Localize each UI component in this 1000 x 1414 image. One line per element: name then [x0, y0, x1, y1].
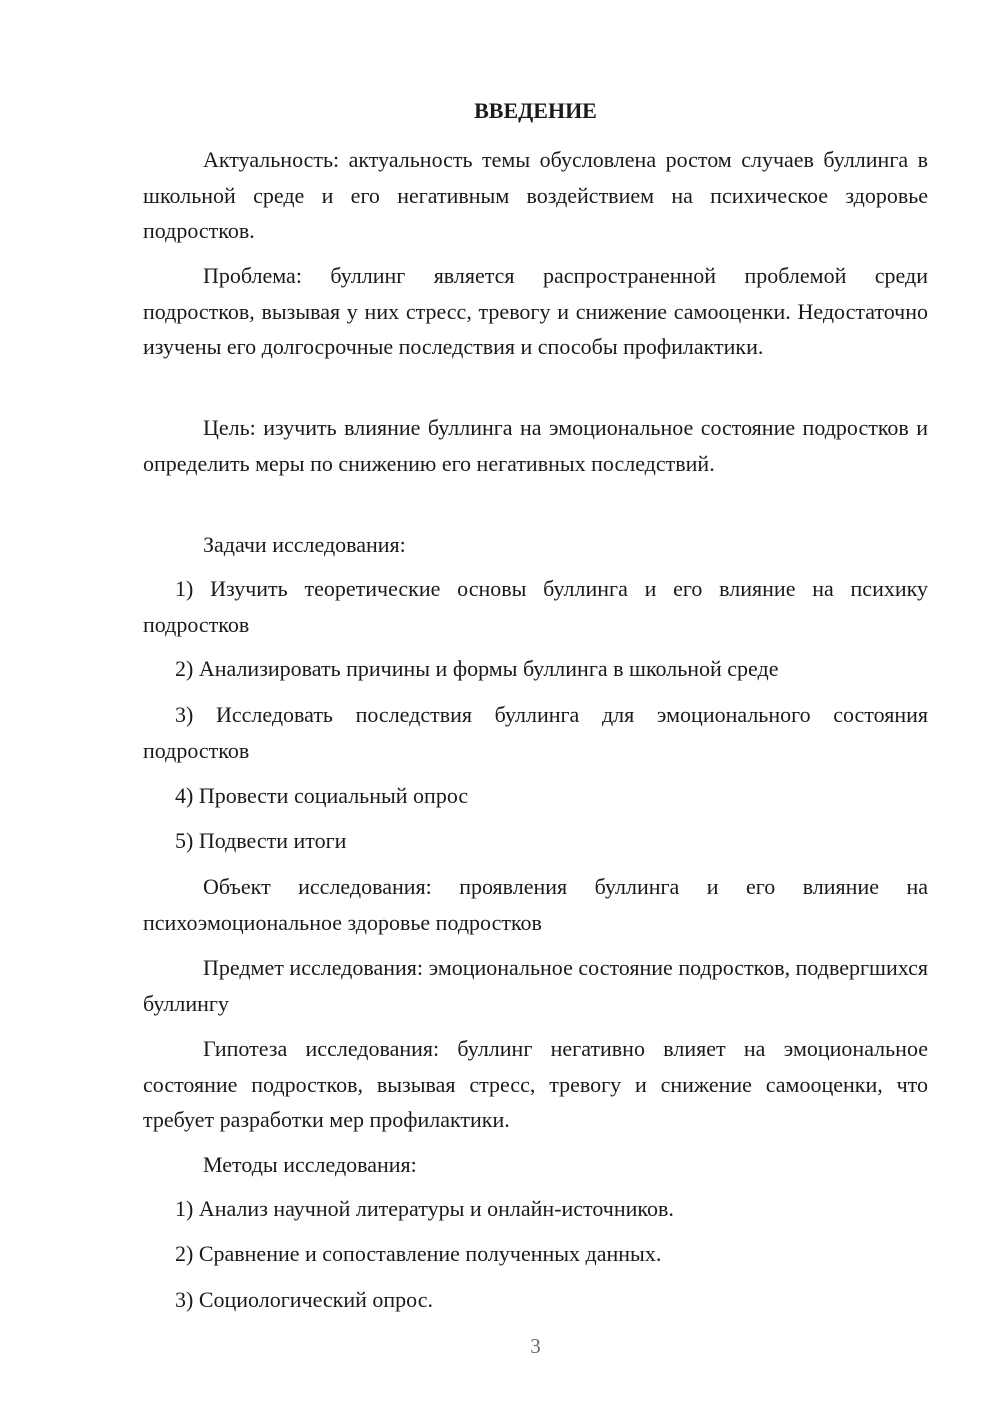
relevance-paragraph: Актуальность: актуальность темы обусловлена ростом случаев буллинга в школьной среде и его негативным воздействием на психическое здоровье подростков.: [143, 147, 928, 243]
list-item: 2) Сравнение и сопоставление полученных данных.: [175, 1241, 662, 1266]
list-item: 5) Подвести итоги: [175, 828, 347, 853]
methods-heading: Методы исследования:: [203, 1152, 417, 1177]
goal-paragraph: Цель: изучить влияние буллинга на эмоциональное состояние подростков и определить меры по снижению его негативных последствий.: [143, 415, 928, 476]
tasks-heading: Задачи исследования:: [203, 532, 406, 557]
page-number: 3: [530, 1334, 541, 1358]
document-page: [143, 0, 928, 1414]
object-paragraph: Объект исследования: проявления буллинга и его влияние на психоэмоциональное здоровье подростков: [143, 874, 928, 935]
subject-paragraph: Предмет исследования: эмоциональное состояние подростков, подвергшихся буллингу: [143, 955, 928, 1016]
problem-paragraph: Проблема: буллинг является распространенной проблемой среди подростков, вызывая у них стресс, тревогу и снижение самооценки. Недостаточно изучены его долгосрочные последствия и способы профилактики.: [143, 263, 928, 359]
hypothesis-paragraph: Гипотеза исследования: буллинг негативно влияет на эмоциональное состояние подростков, вызывая стресс, тревогу и снижение самооценки, что требует разработки мер профилактики.: [143, 1036, 928, 1132]
list-item: 1) Анализ научной литературы и онлайн-источников.: [175, 1196, 674, 1221]
list-item: 4) Провести социальный опрос: [175, 783, 469, 808]
list-item: 1) Изучить теоретические основы буллинга и его влияние на психику подростков: [143, 576, 928, 637]
page-title: ВВЕДЕНИЕ: [474, 98, 597, 123]
list-item: 3) Социологический опрос.: [175, 1287, 433, 1312]
list-item: 2) Анализировать причины и формы буллинга в школьной среде: [175, 656, 779, 681]
list-item: 3) Исследовать последствия буллинга для эмоционального состояния подростков: [143, 702, 928, 763]
